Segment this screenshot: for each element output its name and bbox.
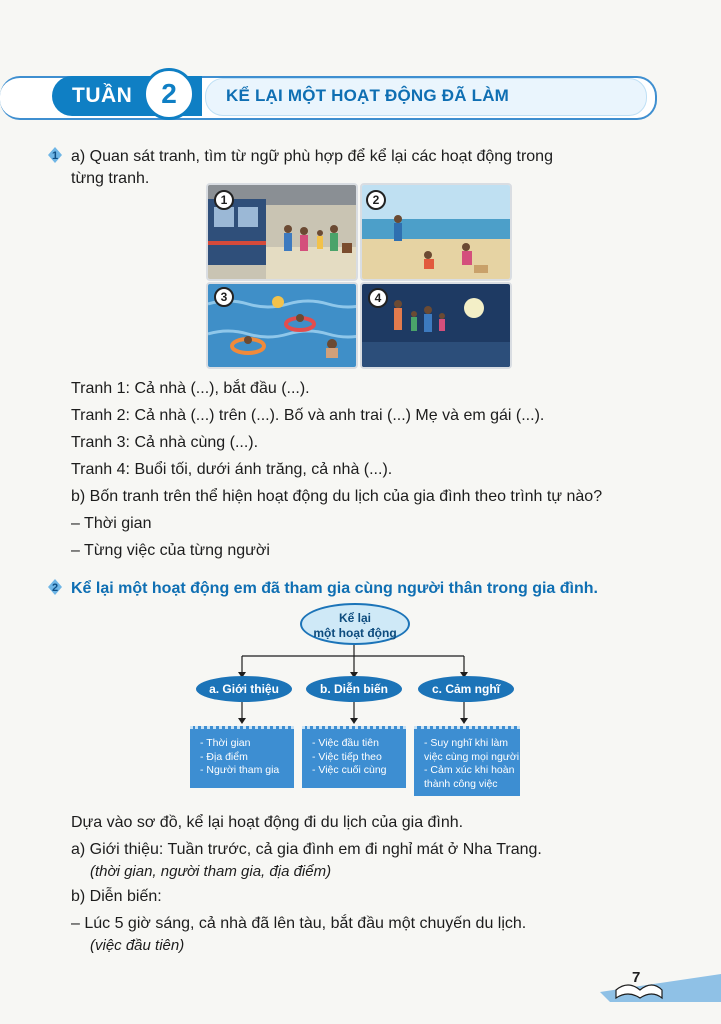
ex2-development-line: – Lúc 5 giờ sáng, cả nhà đã lên tàu, bắt đầu một chuyến du lịch. (71, 915, 527, 932)
photo-2-beach (360, 183, 512, 281)
photo-3-swimming (206, 282, 358, 369)
exercise-1-number: 1 (51, 150, 59, 162)
ex2-intro-line: a) Giới thiệu: Tuần trước, cả gia đình em đi nghỉ mát ở Nha Trang. (71, 841, 542, 858)
page-number: 7 (632, 969, 641, 986)
ex2-instruction: Dựa vào sơ đồ, kể lại hoạt động đi du lịch của gia đình. (71, 814, 464, 831)
diagram-root-line1: Kể lại (338, 611, 371, 625)
exercise-2-number: 2 (51, 582, 59, 594)
note-item: - Cảm xúc khi hoàn (424, 764, 515, 776)
note-feelings (414, 726, 520, 796)
ex2-development-label: b) Diễn biến: (71, 888, 162, 905)
note-item: - Việc tiếp theo (312, 750, 382, 763)
ex1-line-2: Tranh 2: Cả nhà (...) trên (...). Bố và anh trai (...) Mẹ và em gái (...). (71, 407, 545, 424)
note-item: - Người tham gia (200, 764, 280, 776)
note-item: - Việc đầu tiên (312, 737, 379, 749)
photo-3-number: 3 (214, 287, 234, 307)
note-item: - Việc cuối cùng (312, 764, 387, 776)
photo-2-number: 2 (366, 190, 386, 210)
note-introduction (190, 726, 294, 788)
branch-introduction: a. Giới thiệu (196, 676, 292, 702)
week-number: 2 (143, 68, 195, 120)
branch-feelings: c. Cảm nghĩ (418, 676, 514, 702)
note-item: thành công việc (424, 777, 498, 790)
ex1-option-2: – Từng việc của từng người (71, 542, 270, 559)
week-label: TUẦN (72, 84, 133, 107)
ex2-intro-hint: (thời gian, người tham gia, địa điểm) (90, 863, 332, 880)
note-item: việc cùng mọi người (424, 750, 520, 763)
ex1-option-1: – Thời gian (71, 515, 152, 532)
page-title: KỂ LẠI MỘT HOẠT ĐỘNG ĐÃ LÀM (226, 86, 510, 105)
ex2-development-hint: (việc đầu tiên) (90, 937, 185, 954)
ex1-line-4: Tranh 4: Buổi tối, dưới ánh trăng, cả nhà (...). (71, 461, 393, 478)
photo-4-number: 4 (368, 288, 388, 308)
note-item: - Địa điểm (200, 750, 248, 763)
ex1-question-a-line1: a) Quan sát tranh, tìm từ ngữ phù hợp để kể lại các hoạt động trong (71, 148, 553, 165)
diagram-root (300, 603, 410, 645)
page-book-icon (600, 962, 721, 1008)
photo-1-number: 1 (214, 190, 234, 210)
exercise-1-bullet-icon (46, 146, 64, 164)
branch-development: b. Diễn biến (306, 676, 402, 702)
ex2-title: Kể lại một hoạt động em đã tham gia cùng người thân trong gia đình. (71, 580, 598, 597)
ex1-question-a-line2: từng tranh. (71, 170, 150, 187)
exercise-2-bullet-icon (46, 578, 64, 596)
ex1-question-b: b) Bốn tranh trên thể hiện hoạt động du lịch của gia đình theo trình tự nào? (71, 488, 603, 505)
ex1-line-3: Tranh 3: Cả nhà cùng (...). (71, 434, 259, 451)
note-item: - Suy nghĩ khi làm (424, 737, 509, 749)
note-item: - Thời gian (200, 737, 251, 749)
photo-4-night (360, 282, 512, 369)
diagram-root-line2: một hoạt động (313, 626, 397, 640)
ex1-line-1: Tranh 1: Cả nhà (...), bắt đầu (...). (71, 380, 310, 397)
note-development (302, 726, 406, 788)
photo-1-train (206, 183, 358, 281)
